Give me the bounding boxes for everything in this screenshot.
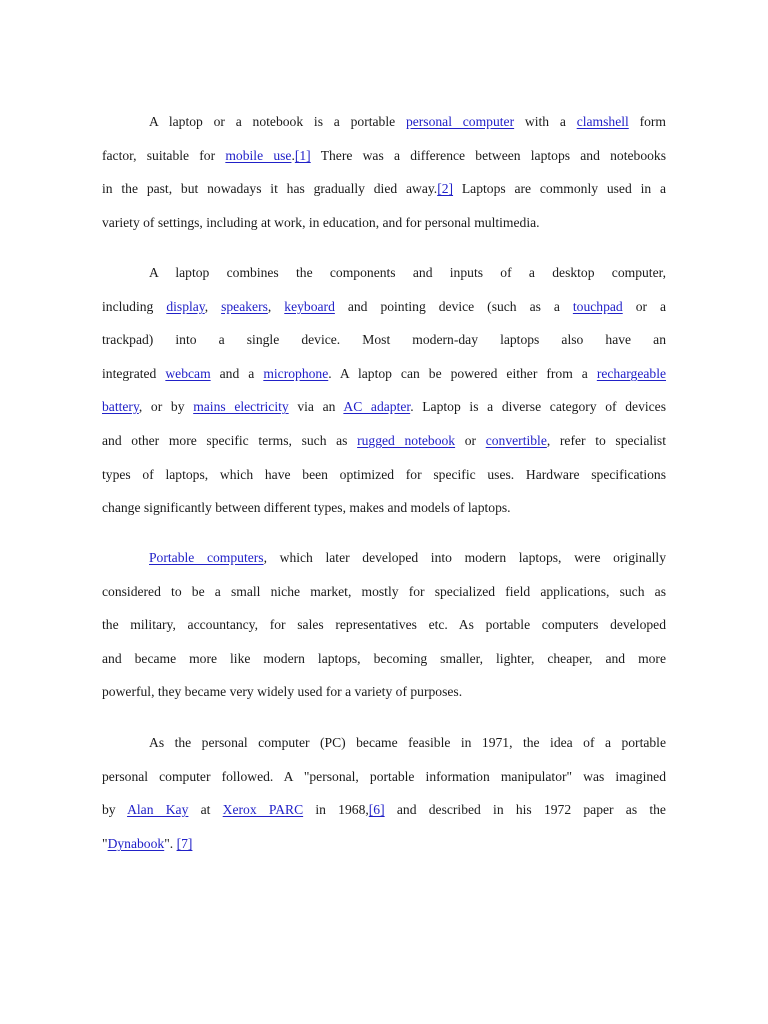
- link-ac-adapter[interactable]: AC adapter: [343, 399, 411, 414]
- link-2[interactable]: [2]: [437, 181, 454, 196]
- text-run: at: [188, 802, 223, 817]
- text-run: trackpad) into a single device. Most modern-day laptops also have an: [102, 332, 666, 347]
- text-run: change significantly between different types, makes and models of laptops.: [102, 500, 511, 515]
- link-dynabook[interactable]: Dynabook: [107, 836, 165, 851]
- text-run: or: [455, 433, 486, 448]
- text-run: via an: [288, 399, 344, 414]
- text-run: .: [291, 148, 295, 163]
- text-run: ": [102, 836, 108, 851]
- link-display[interactable]: display: [166, 299, 205, 314]
- link-mains-electricity[interactable]: mains electricity: [193, 399, 289, 414]
- text-run: and other more specific terms, such as: [102, 433, 358, 448]
- link-speakers[interactable]: speakers: [221, 299, 268, 314]
- text-run: types of laptops, which have been optimized for specific uses. Hardware specifications: [102, 467, 666, 482]
- link-clamshell[interactable]: clamshell: [576, 114, 629, 129]
- text-line: [102, 498, 666, 518]
- link-7[interactable]: [7]: [176, 836, 193, 851]
- link-mobile-use[interactable]: mobile use: [225, 148, 292, 163]
- text-run: , or by: [138, 399, 194, 414]
- text-line: [102, 649, 666, 669]
- text-line: [149, 733, 666, 753]
- text-run: personal computer followed. A "personal, portable information manipulator" was imagined: [102, 769, 666, 784]
- link-rechargeable[interactable]: rechargeable: [596, 366, 667, 381]
- text-line: [102, 179, 666, 199]
- link-touchpad[interactable]: touchpad: [572, 299, 623, 314]
- link-1[interactable]: [1]: [294, 148, 311, 163]
- text-run: and described in his 1972 paper as the: [384, 802, 666, 817]
- link-keyboard[interactable]: keyboard: [284, 299, 335, 314]
- text-run: variety of settings, including at work, in education, and for personal multimedia.: [102, 215, 540, 230]
- text-line: [102, 682, 666, 702]
- text-line: [102, 582, 666, 602]
- text-run: . Laptop is a diverse category of devices: [410, 399, 667, 414]
- text-line: [149, 112, 666, 132]
- text-line: [102, 297, 666, 317]
- text-run: A laptop or a notebook is a portable: [149, 114, 406, 129]
- text-run: Laptops are commonly used in a: [453, 181, 667, 196]
- text-line: [102, 146, 666, 166]
- link-battery[interactable]: battery: [102, 399, 139, 414]
- text-run: and pointing device (such as a: [334, 299, 573, 314]
- text-run: the military, accountancy, for sales representatives etc. As portable computers developed: [102, 617, 666, 632]
- link-portable-computers[interactable]: Portable computers: [149, 550, 264, 565]
- link-6[interactable]: [6]: [368, 802, 385, 817]
- text-line: [102, 465, 666, 485]
- link-webcam[interactable]: webcam: [165, 366, 211, 381]
- text-line: [102, 213, 666, 233]
- text-run: ,: [267, 299, 285, 314]
- text-line: [102, 330, 666, 350]
- text-run: ,: [204, 299, 222, 314]
- text-run: factor, suitable for: [102, 148, 226, 163]
- text-line: [102, 397, 666, 417]
- link-xerox-parc[interactable]: Xerox PARC: [222, 802, 304, 817]
- text-run: There was a difference between laptops and notebooks: [310, 148, 666, 163]
- text-run: form: [628, 114, 666, 129]
- text-line: [102, 834, 666, 854]
- text-line: [149, 263, 666, 283]
- text-line: [102, 767, 666, 787]
- text-run: , which later developed into modern laptops, were originally: [263, 550, 666, 565]
- link-personal-computer[interactable]: personal computer: [405, 114, 515, 129]
- text-run: by: [102, 802, 128, 817]
- text-run: including: [102, 299, 167, 314]
- text-run: and a: [210, 366, 264, 381]
- text-line: [102, 431, 666, 451]
- text-run: . A laptop can be powered either from a: [328, 366, 597, 381]
- text-run: integrated: [102, 366, 166, 381]
- text-run: ".: [164, 836, 177, 851]
- text-run: considered to be a small niche market, mostly for specialized field applications, such as: [102, 584, 666, 599]
- text-line: [102, 800, 666, 820]
- link-microphone[interactable]: microphone: [263, 366, 329, 381]
- text-run: powerful, they became very widely used for a variety of purposes.: [102, 684, 463, 699]
- text-line: [102, 615, 666, 635]
- text-run: and became more like modern laptops, becoming smaller, lighter, cheaper, and more: [102, 651, 666, 666]
- text-run: A laptop combines the components and inputs of a desktop computer,: [149, 265, 666, 280]
- text-line: [102, 364, 666, 384]
- link-convertible[interactable]: convertible: [485, 433, 547, 448]
- text-run: with a: [514, 114, 577, 129]
- link-alan-kay[interactable]: Alan Kay: [127, 802, 189, 817]
- text-run: in 1968,: [303, 802, 369, 817]
- text-run: or a: [622, 299, 667, 314]
- text-run: in the past, but nowadays it has gradually died away.: [102, 181, 438, 196]
- text-line: [149, 548, 666, 568]
- link-rugged-notebook[interactable]: rugged notebook: [357, 433, 456, 448]
- text-run: , refer to specialist: [546, 433, 666, 448]
- text-run: As the personal computer (PC) became feasible in 1971, the idea of a portable: [149, 735, 666, 750]
